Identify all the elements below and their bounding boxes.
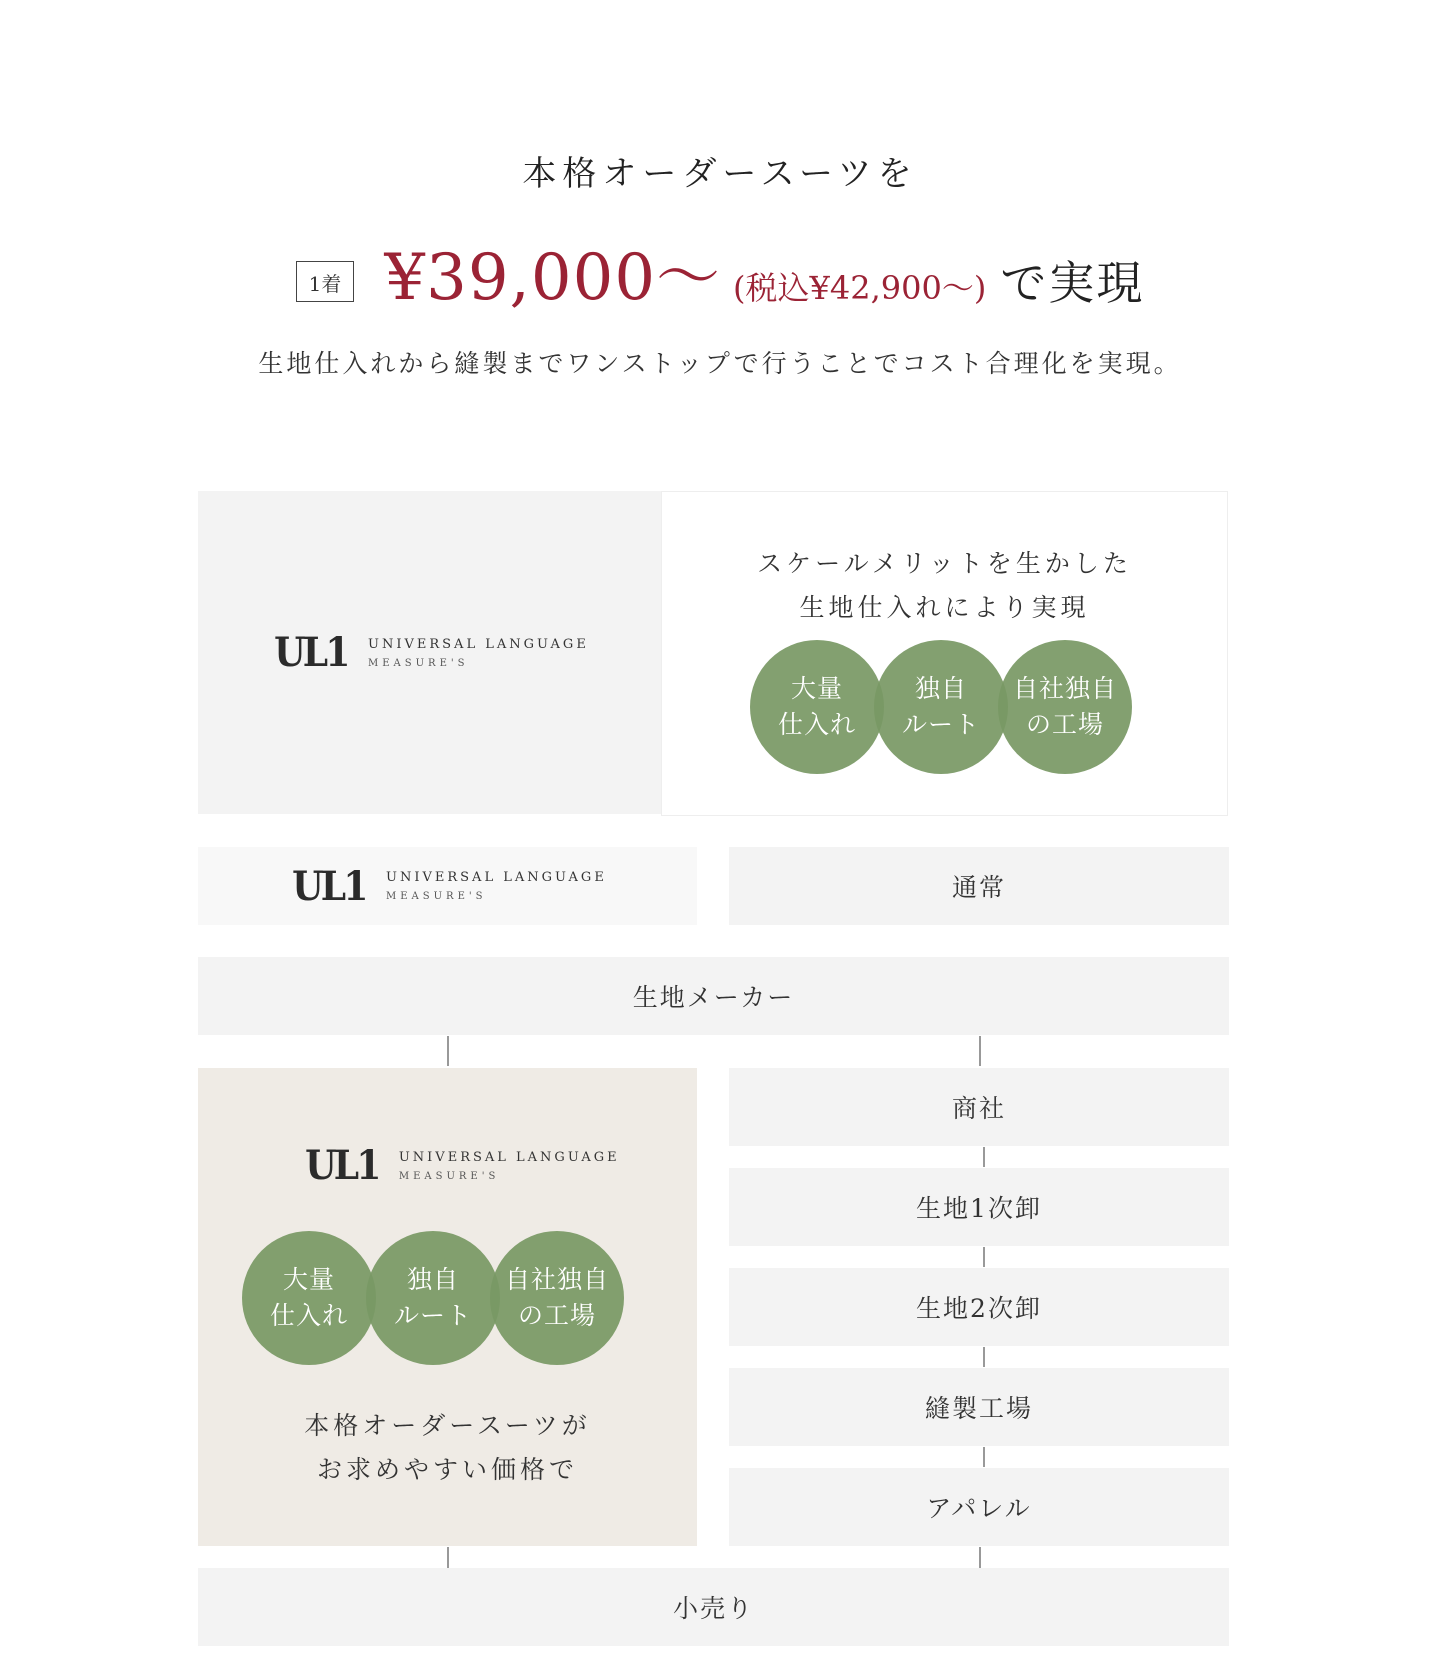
flow-box-retail: 小売り [198,1568,1229,1646]
circle-line1: 独自 [914,674,967,703]
price-tax: (税込¥42,900〜) [733,269,987,307]
feature-circle [490,1231,624,1365]
brand-logo-line1: UNIVERSAL LANGUAGE [386,870,607,885]
subline: 生地仕入れから縫製までワンストップで行うことでコスト合理化を実現。 [258,349,1182,378]
flow-box-maker: 生地メーカー [198,957,1229,1035]
brand-logo [288,863,607,910]
circle-line2: 仕入れ [777,710,856,739]
feature-circle [874,640,1008,774]
top-caption [662,542,1227,630]
circle-line2: ルート [901,710,980,739]
circle-line1: 大量 [282,1265,335,1294]
top-caption-line1: スケールメリットを生かした [757,549,1132,578]
unit-badge: 1着 [296,261,355,302]
circle-line1: 自社独自 [1012,674,1117,703]
connector-line [983,1347,985,1367]
feature-circles-top [750,640,1132,774]
brand-logo-line2: MEASURE'S [398,1170,500,1182]
brand-route-caption-line1: 本格オーダースーツが [304,1411,591,1440]
flow-box-wholesaler-2: 生地2次卸 [729,1268,1229,1346]
brand-logo-line1: UNIVERSAL LANGUAGE [398,1149,620,1165]
brand-logo-mark: UL1 [292,862,366,910]
price-main: ¥39,000〜 [384,241,722,315]
brand-logo [301,1142,620,1189]
flow-box-wholesaler-1: 生地1次卸 [729,1168,1229,1246]
price-row [0,226,1440,315]
connector-line [983,1247,985,1267]
brand-logo-line2: MEASURE'S [368,657,469,669]
brand-logo-mark: UL1 [305,1142,379,1189]
connector-line [983,1447,985,1467]
top-caption-line2: 生地仕入れにより実現 [799,593,1090,622]
feature-circle [242,1231,376,1365]
flow-box-apparel: アパレル [729,1468,1229,1546]
connector-line [447,1036,449,1066]
feature-circle [998,640,1132,774]
top-logo-panel [198,491,661,814]
normal-column-header: 通常 [729,847,1229,925]
brand-logo-line2: MEASURE'S [386,891,487,902]
price-suffix: で実現 [1000,256,1145,310]
connector-line [447,1547,449,1569]
brand-route-caption [198,1404,697,1492]
circle-line2: の工場 [517,1301,596,1330]
flow-box-sewing-factory: 縫製工場 [729,1368,1229,1446]
brand-column-header [198,847,697,925]
connector-line [979,1547,981,1569]
circle-line1: 独自 [406,1265,459,1294]
connector-line [979,1036,981,1066]
brand-route-panel [198,1068,697,1546]
connector-line [983,1147,985,1167]
circle-line2: の工場 [1025,710,1104,739]
circle-line1: 大量 [790,674,843,703]
headline: 本格オーダースーツを [522,154,918,194]
feature-circle [750,640,884,774]
brand-route-caption-line2: お求めやすい価格で [316,1455,578,1484]
flow-box-trading-company: 商社 [729,1068,1229,1146]
brand-logo-mark: UL1 [274,629,348,676]
feature-circles-bottom [242,1231,624,1365]
top-info-panel [661,491,1228,816]
circle-line2: 仕入れ [269,1301,348,1330]
circle-line2: ルート [393,1301,472,1330]
feature-circle [366,1231,500,1365]
brand-logo [270,629,589,676]
brand-logo-line1: UNIVERSAL LANGUAGE [368,636,589,652]
circle-line1: 自社独自 [504,1265,609,1294]
